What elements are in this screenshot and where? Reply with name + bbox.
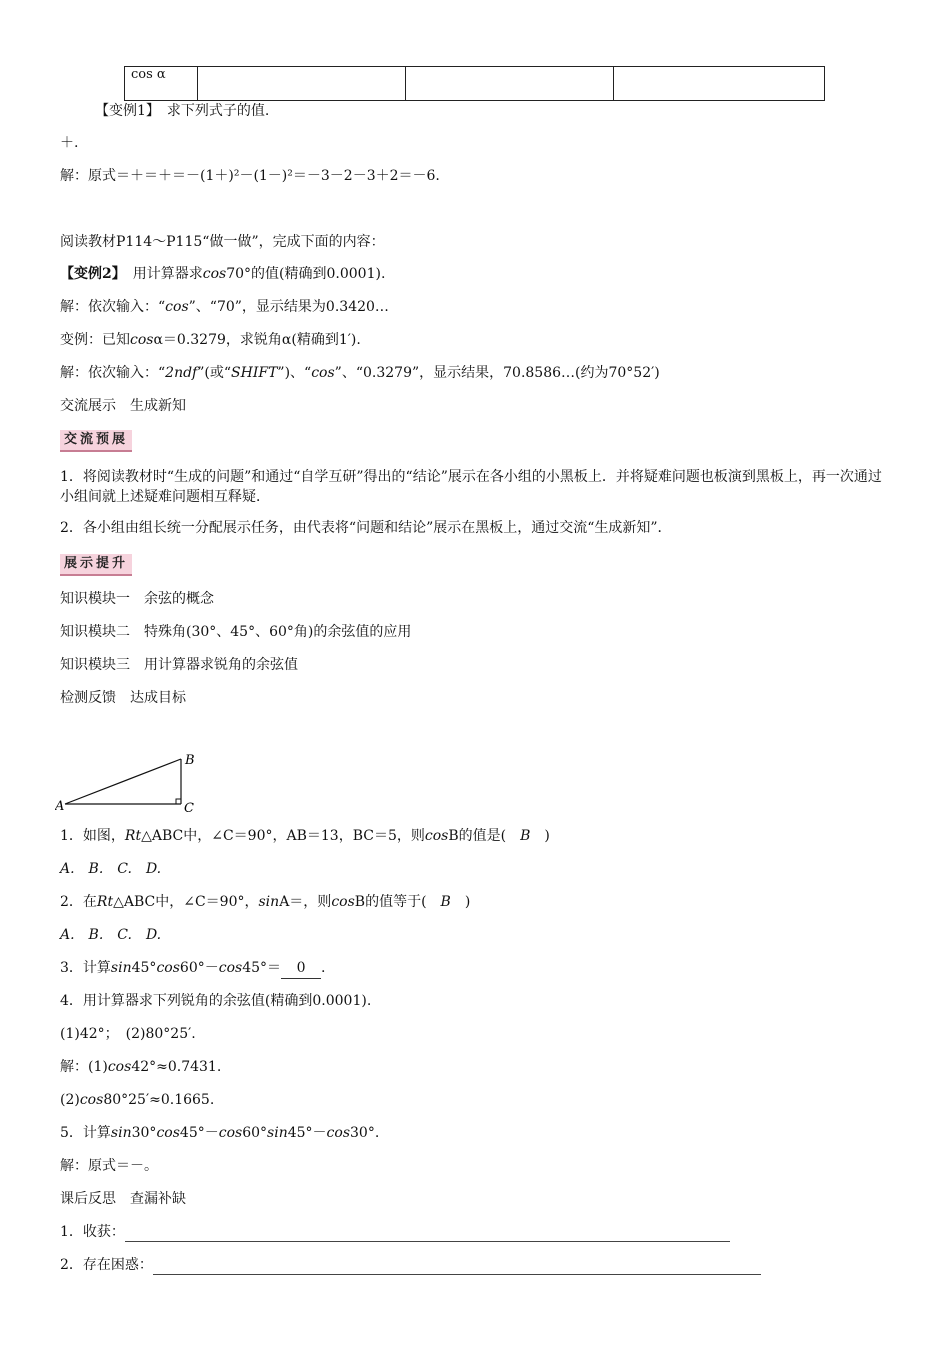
doubts-blank xyxy=(153,1258,761,1275)
label-b: B xyxy=(185,753,195,768)
question-2: 2．在Rt△ABC中，∠C＝90°，sinA＝，则cosB的值等于( B ) xyxy=(60,894,471,910)
expression: ＋. xyxy=(60,135,79,151)
question-5: 5．计算sin30°cos45°－cos60°sin45°－cos30°. xyxy=(60,1125,380,1141)
table-cell xyxy=(406,67,614,101)
module-3: 知识模块三 用计算器求锐角的余弦值 xyxy=(60,657,298,673)
section-badge: 展示提升 xyxy=(60,554,132,576)
question-4: 4．用计算器求下列锐角的余弦值(精确到0.0001). xyxy=(60,993,372,1009)
paragraph-2: 2．各小组由组长统一分配展示任务，由代表将“问题和结论”展示在黑板上，通过交流“生成新知”． xyxy=(60,520,672,536)
table-cell-cos: cos α xyxy=(125,67,198,101)
variant: 变例：已知cosα＝0.3279，求锐角α(精确到1′). xyxy=(60,332,361,348)
section-heading: 交流展示 生成新知 xyxy=(60,398,186,414)
solution-1: 解：原式＝＋＝＋＝－(1＋)²－(1－)²＝－3－2－3＋2＝－6. xyxy=(60,168,440,184)
example-2: 【变例2】 用计算器求cos70°的值(精确到0.0001). xyxy=(60,266,386,282)
reflection-gains: 1．收获： xyxy=(60,1222,730,1242)
question-4-parts: (1)42°； (2)80°25′. xyxy=(60,1026,196,1042)
right-angle-mark xyxy=(176,799,181,804)
question-1-options: A. B. C. D. xyxy=(60,861,162,877)
question-4-solution-1: 解：(1)cos42°≈0.7431. xyxy=(60,1059,222,1075)
reflection-heading: 课后反思 查漏补缺 xyxy=(60,1191,186,1207)
label-c: C xyxy=(184,801,194,815)
question-4-solution-2: (2)cos80°25′≈0.1665. xyxy=(60,1092,215,1108)
paragraph-1: 1．将阅读教材时“生成的问题”和通过“自学互研”得出的“结论”展示在各小组的小黑板上．并将疑难问题也板演到黑板上，再一次通过小组间就上述疑难问题相互释疑． xyxy=(60,469,882,505)
module-1: 知识模块一 余弦的概念 xyxy=(60,591,214,607)
table-cell xyxy=(198,67,406,101)
answer-blank: 0 xyxy=(281,958,321,979)
example-1: 【变例1】 求下列式子的值. xyxy=(95,103,270,119)
section-badge: 交流预展 xyxy=(60,430,132,452)
solution-2: 解：依次输入：“cos”、“70”，显示结果为0.3420… xyxy=(60,299,389,315)
side-ab xyxy=(65,759,181,804)
triangle-figure xyxy=(55,750,215,815)
question-3: 3．计算sin45°cos60°－cos45°＝ 0 . xyxy=(60,958,325,979)
question-1: 1．如图，Rt△ABC中，∠C＝90°，AB＝13，BC＝5，则cosB的值是( B ) xyxy=(60,828,550,844)
question-5-solution: 解：原式＝－。 xyxy=(60,1158,158,1174)
value-table xyxy=(124,66,825,101)
solution-3: 解：依次输入：“2ndf”(或“SHIFT”)、“cos”、“0.3279”，显示结果，70.8586…(约为70°52′) xyxy=(60,365,660,381)
module-4: 检测反馈 达成目标 xyxy=(60,690,186,706)
question-2-options: A. B. C. D. xyxy=(60,927,162,943)
reflection-doubts: 2．存在困惑： xyxy=(60,1255,761,1275)
module-2: 知识模块二 特殊角(30°、45°、60°角)的余弦值的应用 xyxy=(60,624,412,640)
reading-instruction: 阅读教材P114～P115“做一做”，完成下面的内容： xyxy=(60,234,385,250)
table-cell xyxy=(614,67,825,101)
gains-blank xyxy=(125,1225,730,1242)
label-a: A xyxy=(55,799,65,814)
